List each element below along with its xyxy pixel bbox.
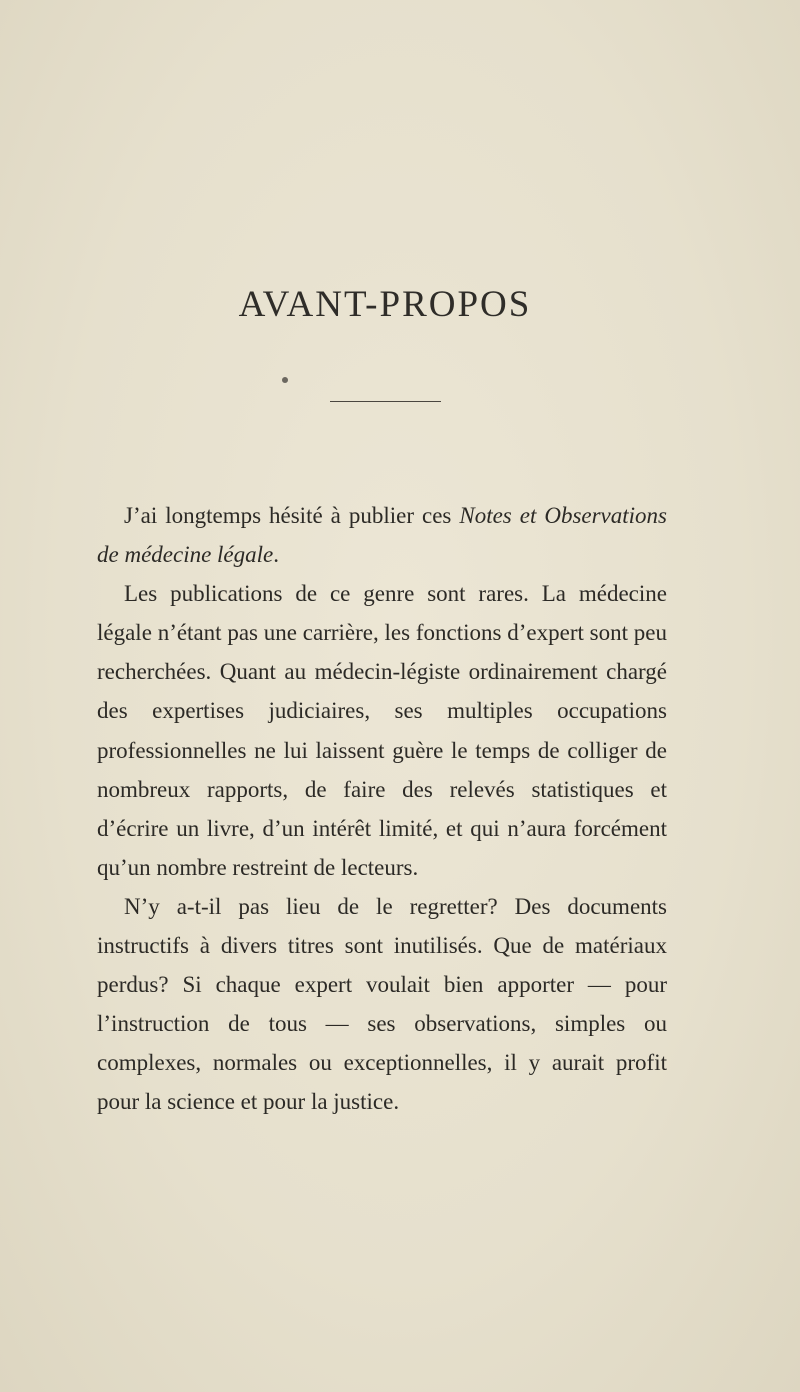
title-divider xyxy=(330,401,441,402)
paragraph-2: Les publications de ce genre sont rares. La médecine légale n’étant pas une carrière, les fonctions d’expert sont peu recherchées. Quant au médecin-légiste ordinairement chargé des expertises judiciaires, ses multiples occupations professionnelles ne lui laissent guère le temps de colliger de nombreux rapports, de faire des relevés statistiques et d’écrire un livre, d’un intérêt limité, et qui n’aura forcément qu’un nombre restreint de lecteurs. xyxy=(97,581,667,880)
paragraph-1-before: J’ai longtemps hésité à publier ces xyxy=(124,503,460,528)
paragraph-1-after: . xyxy=(273,542,279,568)
body-text xyxy=(97,496,667,1122)
paragraph-1 xyxy=(97,496,667,574)
ink-speck xyxy=(282,377,288,383)
page-title: AVANT-PROPOS xyxy=(238,284,532,325)
paragraph-1-italic: Notes et Observations de médecine légale xyxy=(97,503,667,568)
paragraph-3: N’y a-t-il pas lieu de le regretter? Des documents instructifs à divers titres sont inutilisés. Que de matériaux perdus? Si chaque expert voulait bien apporter — pour l’instruction de tous — ses observations, simples ou complexes, normales ou exceptionnelles, il y aurait profit pour la science et pour la justice. xyxy=(97,893,667,1115)
